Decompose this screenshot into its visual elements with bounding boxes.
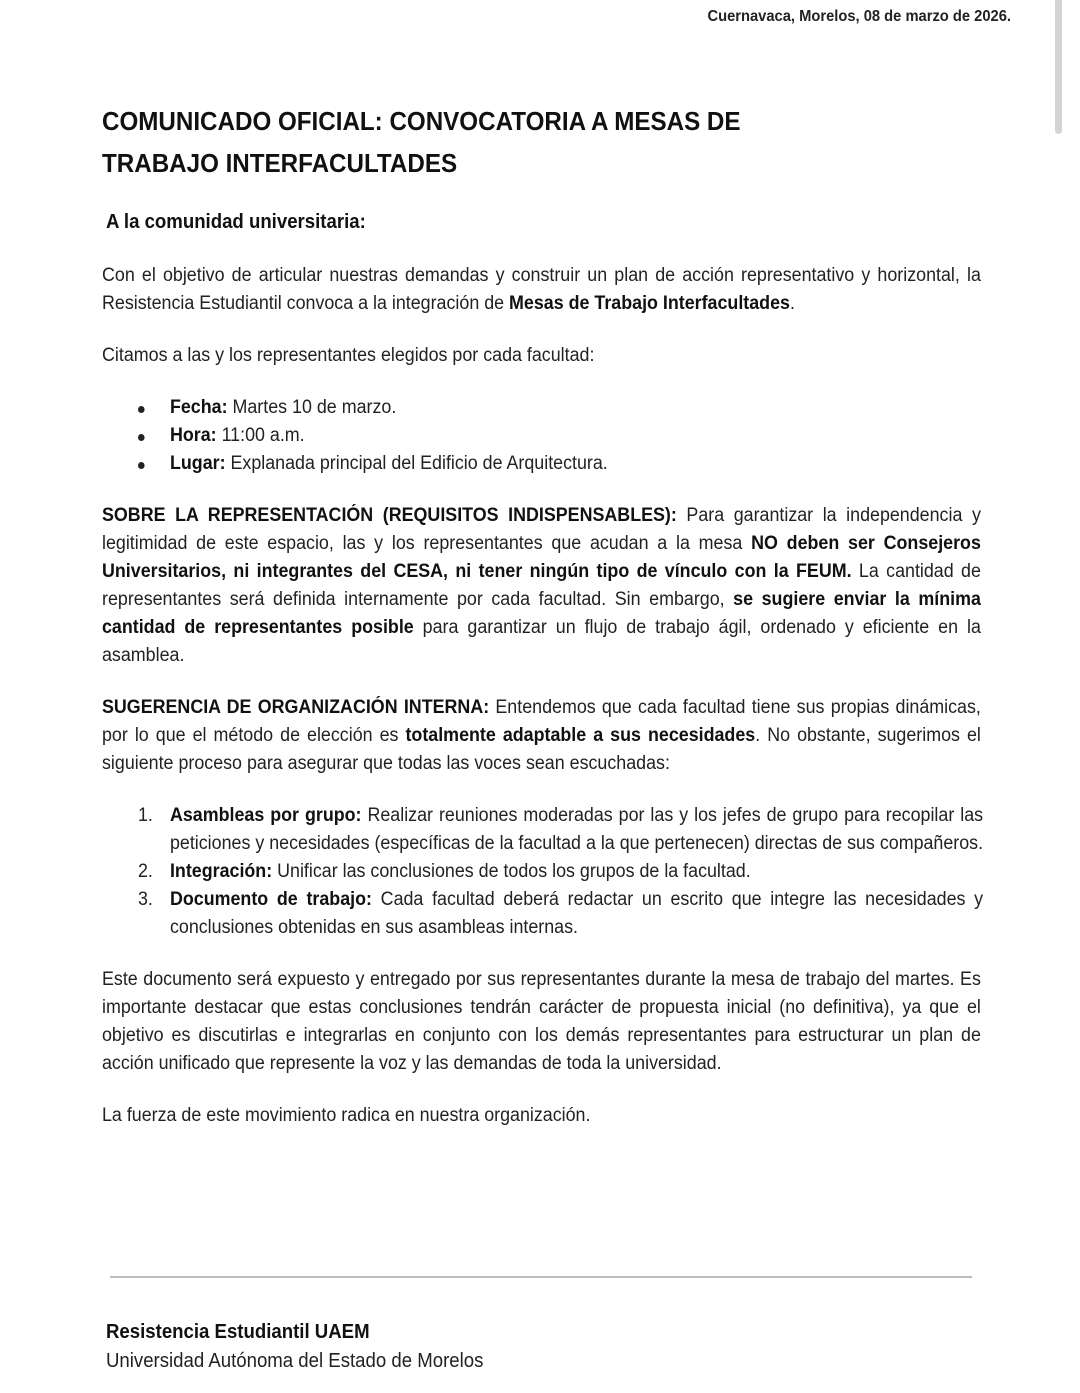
steps-list	[102, 802, 984, 942]
detail-lugar	[138, 450, 930, 478]
intro-end: .	[789, 293, 795, 314]
signature-organization: Resistencia Estudiantil UAEM	[106, 1321, 370, 1343]
date-line: Cuernavaca, Morelos, 08 de marzo de 2026.	[707, 8, 1011, 25]
step-item	[138, 802, 983, 858]
representation-heading: SOBRE LA REPRESENTACIÓN (REQUISITOS INDISPENSABLES):	[102, 505, 677, 526]
detail-hora	[138, 422, 930, 450]
representation-paragraph	[102, 502, 981, 670]
detail-label: Fecha:	[169, 397, 228, 418]
organization-bold: totalmente adaptable a sus necesidades	[405, 725, 756, 746]
bullet-icon	[138, 406, 145, 413]
step-number: 1.	[138, 805, 153, 826]
final-line: La fuerza de este movimiento radica en nuestra organización.	[102, 1105, 591, 1126]
intro-text: Con el objetivo de articular nuestras demandas y construir un plan de acción representativo y horizontal, la Resistencia Estudiantil convoca a la integración de	[102, 265, 981, 314]
organization-text: . No obstante, sugerimos el siguiente proceso para asegurar que todas las voces sean escuchadas:	[102, 725, 981, 774]
document-body	[102, 100, 984, 1130]
signature-block	[106, 1318, 483, 1376]
greeting: A la comunidad universitaria:	[106, 211, 366, 233]
detail-value: Martes 10 de marzo.	[227, 397, 397, 418]
step-label: Integración:	[169, 861, 273, 882]
detail-value: 11:00 a.m.	[216, 425, 305, 446]
step-text: Unificar las conclusiones de todos los grupos de la facultad.	[272, 861, 751, 882]
representation-text: Para garantizar la independencia y legitimidad de este espacio, las y los representantes que acudan a la mesa	[102, 505, 981, 554]
organization-heading: SUGERENCIA DE ORGANIZACIÓN INTERNA:	[102, 697, 490, 718]
title-line-1: COMUNICADO OFICIAL: CONVOCATORIA A MESAS DE	[102, 106, 741, 136]
step-item	[138, 858, 983, 886]
step-item	[138, 886, 983, 942]
bullet-icon	[138, 462, 145, 469]
signature-institution: Universidad Autónoma del Estado de Morelos	[106, 1350, 484, 1372]
representation-bold: NO deben ser Consejeros Universitarios, ni integrantes del CESA, ni tener ningún tipo de vínculo con la FEUM.	[102, 533, 981, 582]
step-text: Cada facultad deberá redactar un escrito que integre las necesidades y conclusiones obtenidas en sus asambleas internas.	[169, 889, 984, 938]
step-text: Realizar reuniones moderadas por las y los jefes de grupo para recopilar las peticiones y necesidades (específicas de la facultad a la que pertenecen) directas de sus compañeros.	[169, 805, 984, 854]
step-label: Documento de trabajo:	[169, 889, 372, 910]
signature-divider	[110, 1276, 972, 1278]
title-line-2: TRABAJO INTERFACULTADES	[102, 148, 458, 178]
citation-lead: Citamos a las y los representantes elegidos por cada facultad:	[102, 345, 595, 366]
detail-label: Hora:	[169, 425, 217, 446]
organization-paragraph	[102, 694, 981, 778]
document-title	[102, 100, 827, 184]
step-number: 3.	[138, 889, 153, 910]
meeting-details-list	[102, 394, 981, 478]
representation-bold: se sugiere enviar la mínima cantidad de representantes posible	[102, 589, 981, 638]
organization-text: Entendemos que cada facultad tiene sus propias dinámicas, por lo que el método de elección es	[102, 697, 981, 746]
step-number: 2.	[138, 861, 153, 882]
intro-paragraph	[102, 262, 981, 318]
detail-label: Lugar:	[169, 453, 226, 474]
scrollbar[interactable]	[1055, 0, 1062, 134]
representation-text: para garantizar un flujo de trabajo ágil, ordenado y eficiente en la asamblea.	[102, 617, 981, 666]
step-label: Asambleas por grupo:	[169, 805, 362, 826]
representation-text: La cantidad de representantes será definida internamente por cada facultad. Sin embargo,	[102, 561, 981, 610]
detail-fecha	[138, 394, 930, 422]
closing-paragraph: Este documento será expuesto y entregado por sus representantes durante la mesa de trabajo del martes. Es importante destacar que estas conclusiones tendrán carácter de propuesta inicial (no definitiva), ya que el objetivo es discutirlas e integrarlas en conjunto con los demás representantes para estructurar un plan de acción unificado que represente la voz y las demandas de toda la universidad.	[102, 969, 981, 1074]
detail-value: Explanada principal del Edificio de Arquitectura.	[225, 453, 608, 474]
intro-bold: Mesas de Trabajo Interfacultades	[509, 293, 790, 314]
bullet-icon	[138, 434, 145, 441]
